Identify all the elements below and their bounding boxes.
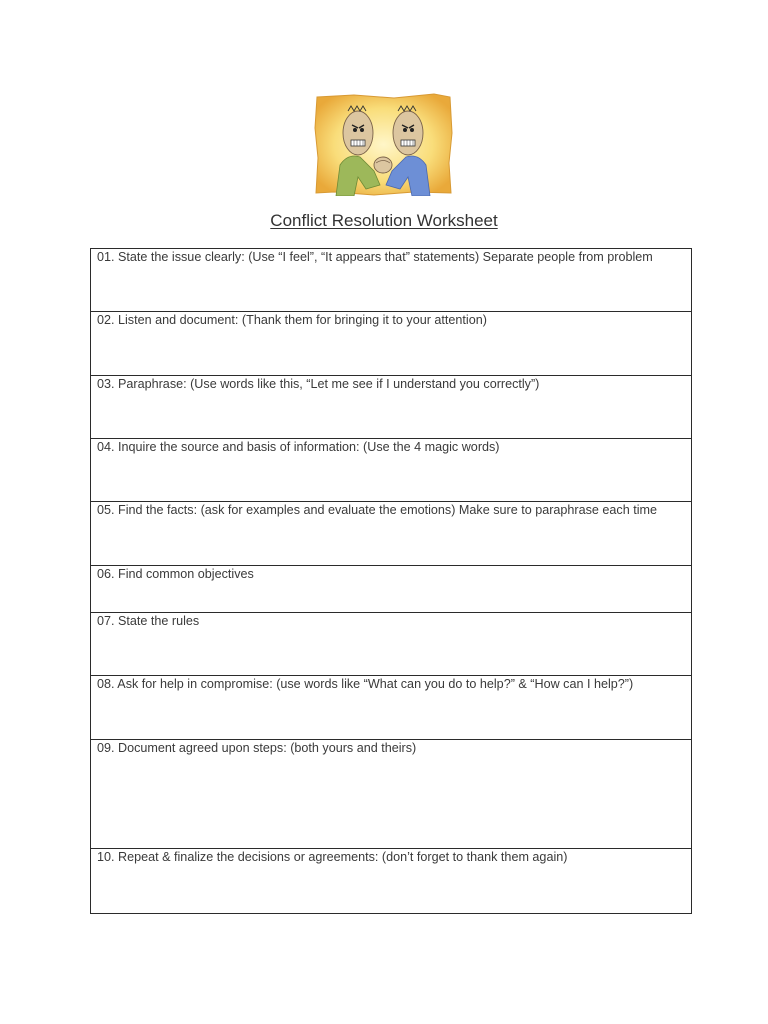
conflict-illustration bbox=[314, 93, 453, 196]
step-label: 01. State the issue clearly: (Use “I feel”, “It appears that” statements) Separate people from problem bbox=[97, 250, 653, 264]
step-label: 08. Ask for help in compromise: (use words like “What can you do to help?” & “How can I help?”) bbox=[97, 677, 634, 691]
worksheet-row[interactable] bbox=[91, 439, 691, 502]
worksheet-row[interactable] bbox=[91, 566, 691, 613]
worksheet-row[interactable] bbox=[91, 249, 691, 312]
worksheet-row[interactable] bbox=[91, 613, 691, 676]
step-label: 04. Inquire the source and basis of information: (Use the 4 magic words) bbox=[97, 440, 500, 454]
step-label: 06. Find common objectives bbox=[97, 567, 254, 581]
worksheet-row[interactable] bbox=[91, 849, 691, 913]
step-label: 10. Repeat & finalize the decisions or agreements: (don’t forget to thank them again) bbox=[97, 850, 568, 864]
worksheet-table bbox=[90, 248, 692, 914]
step-label: 03. Paraphrase: (Use words like this, “Let me see if I understand you correctly”) bbox=[97, 377, 540, 391]
worksheet-row[interactable] bbox=[91, 502, 691, 566]
worksheet-row[interactable] bbox=[91, 676, 691, 740]
step-label: 02. Listen and document: (Thank them for bringing it to your attention) bbox=[97, 313, 487, 327]
step-label: 05. Find the facts: (ask for examples and evaluate the emotions) Make sure to paraphrase each time bbox=[97, 503, 658, 517]
page-title: Conflict Resolution Worksheet bbox=[270, 211, 498, 230]
worksheet-row[interactable] bbox=[91, 312, 691, 376]
step-label: 09. Document agreed upon steps: (both yours and theirs) bbox=[97, 741, 417, 755]
step-label: 07. State the rules bbox=[97, 614, 200, 628]
worksheet-row[interactable] bbox=[91, 376, 691, 439]
worksheet-row[interactable] bbox=[91, 740, 691, 849]
